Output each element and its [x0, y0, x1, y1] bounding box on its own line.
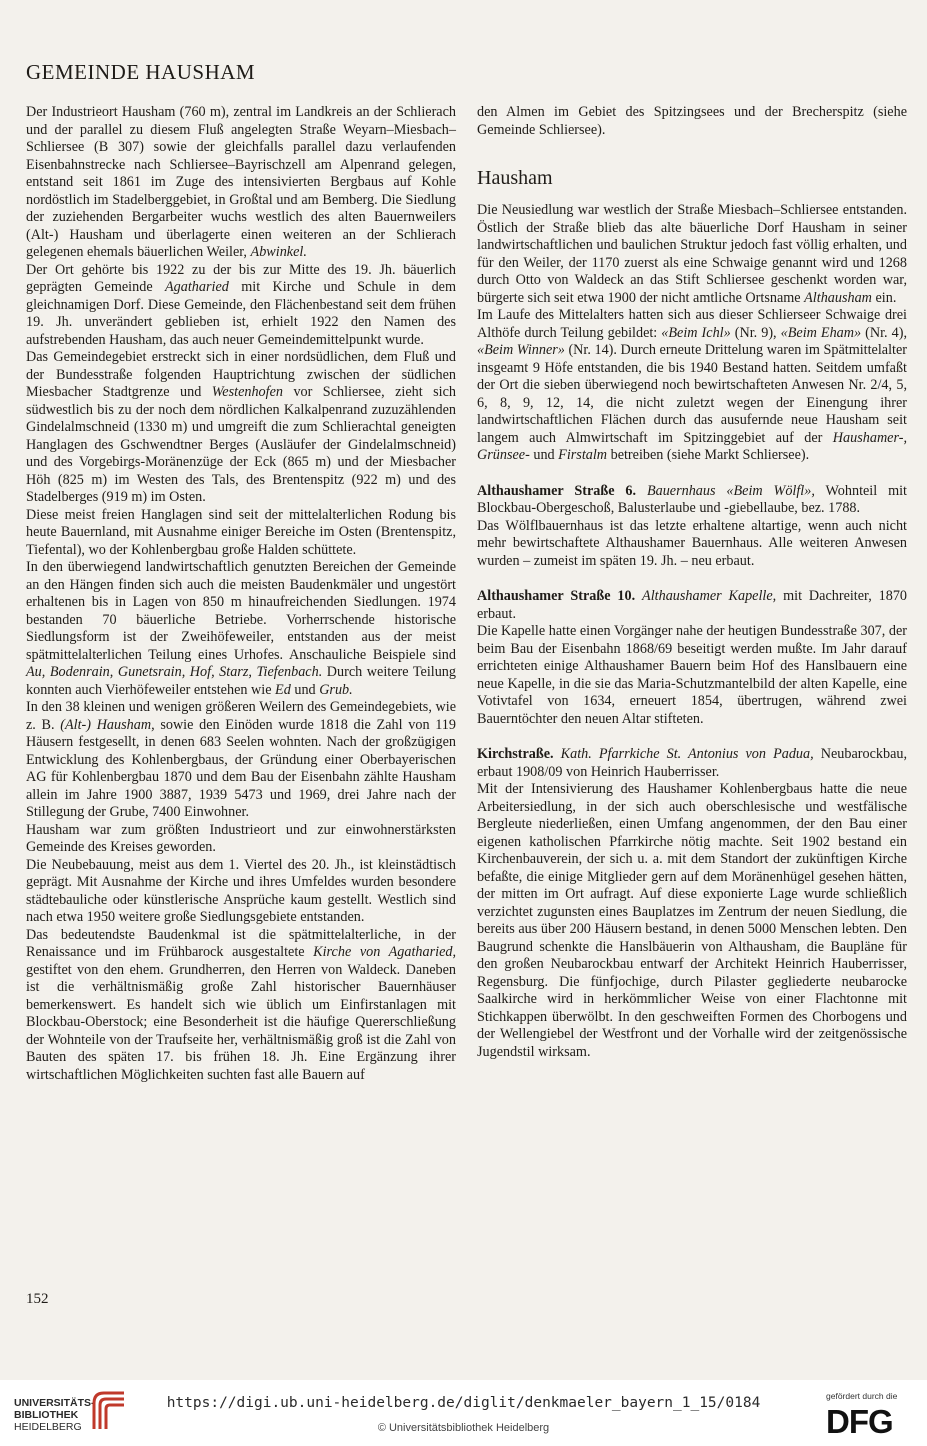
- body-text: (Nr. 9),: [730, 324, 781, 341]
- paragraph: [26, 349, 456, 507]
- paragraph: [477, 588, 907, 623]
- italic-text: Kath. Pfarrkiche St. Antonius von Padua,: [560, 746, 814, 762]
- left-column: [26, 104, 456, 1084]
- italic-text: Firstalm: [558, 447, 608, 463]
- section-text: [477, 202, 907, 465]
- body-text: Der Industrieort Hausham (760 m), zentral im Landkreis an der Schlierach und der parallel zu diesem Fluß angelegten Straße Weyarn–Miesbach–Schliersee (B 307) sowie der gleichfalls parallel dazu verlaufenden Eisenbahnstrecke nach Schliersee–Bayrischzell am Alpenrand gelegen, entstand seit 1861 im Zuge des intensivierten Bergbaus auf Kohle nordöstlich im Stadelberggebiet, in Großtal und am Bemberg. Die Siedlung der zuziehenden Bergarbeiter wuchs westlich des alten Bauernweilers (Alt-) Hausham und überlagerte einen weiteren an der Schlierach gelegenen ehemals bäuerlichen Weiler,: [26, 104, 456, 260]
- body-text: Das Wölflbauernhaus ist das letzte erhaltene altartige, wenn auch nicht mehr bewirtschaftete Althaushamer Bauernhaus. Alle weiteren Anwesen wurden – zumeist im späten 19. Jh. – neu erbaut.: [477, 517, 907, 569]
- paragraph: [26, 927, 456, 1085]
- body-text: (Nr. 14). Durch erneute Drittelung waren im Spätmittelalter insgeamt 9 Höfe entstanden, die bis 1940 Bestand hatten. Seitdem umfaßt der Ort die sieben überwiegend noch bewirtschafteten Anwesen Nr. 2/4, 5, 6, 8, 9, 12, 14, die nicht zuletzt wegen der Einengung ihrer landwirtschaftlichen Flächen durch das ausufernde neue Hausham seit langem auch Almwirtschaft im Spitzinggebiet auf der: [477, 342, 907, 446]
- paragraph: [477, 623, 907, 728]
- inventory-entry: [477, 483, 907, 571]
- paragraph: [477, 781, 907, 1061]
- right-column: [477, 104, 907, 1061]
- dfg-logo[interactable]: DFG: [826, 1403, 893, 1440]
- italic-text: Au, Bodenrain, Gunetsrain, Hof, Starz, Tiefenbach.: [26, 664, 323, 680]
- italic-text: Ed: [275, 681, 291, 698]
- body-text: vor Schliersee, zieht sich südwestlich bis zu der noch dem nördlichen Kalkalpenrand zuzuzählenden Gindelalmschneid (1330 m) und umgreift die zum Schlierachtal geneigten Hanglagen des Gschwendtner Berges (Ausläufer der Gindelalmschneid) und des Vorgebirgs-Moränenzüge der Eck (865 m) und der Miesbacher Höh (825 m) im Westen des Tals, des Brentenspitz (922 m) und des Stadelberges (919 m) im Osten.: [26, 384, 456, 505]
- italic-text: «Beim Ichl»: [661, 324, 731, 341]
- body-text: und: [290, 681, 320, 698]
- body-text: mit Kirche und Schule in dem gleichnamigen Dorf. Diese Gemeinde, den Flächenbestand seit dem frühen 19. Jh. unverändert geblieben ist, erhielt 1922 den Namen des aufstrebenden Hausham, das auch neuer Gemeindemittelpunkt wurde.: [26, 279, 456, 348]
- body-text: Neubarockbau, erbaut 1908/09 von Heinrich Hauberrisser.: [477, 746, 908, 780]
- paragraph: [26, 857, 456, 927]
- body-text: Der Ort gehörte bis 1922 zu der bis zur Mitte des 19. Jh. bäuerlich geprägten Gemeinde: [26, 261, 456, 295]
- body-text: Das Gemeindegebiet erstreckt sich in einer nordsüdlichen, dem Fluß und der Bundesstraße folgenden Hauptrichtung zwischen der südlichen Miesbacher Stadtgrenze und: [26, 349, 456, 400]
- body-text: Das bedeutendste Baudenkmal ist die spätmittelalterliche, in der Renaissance und im Frühbarock ausgestaltete: [26, 926, 456, 960]
- paragraph: [26, 104, 456, 262]
- paragraph: [26, 262, 456, 350]
- paragraph: [477, 746, 907, 781]
- paragraph: [477, 202, 907, 307]
- body-text: Die Neusiedlung war westlich der Straße Miesbach–Schliersee entstanden. Östlich der Straße blieb das alte bäuerliche Dorf Hausham in seiner landwirtschaftlichen und baulichen Struktur jedoch fast völlig erhalten, und für den Weiler, der 1170 zuerst als eine Schwaige genannt wird und 1268 durch Otto von Waldeck an das Stift Schliersee geschenkt worden war, bürgerte sich seit etwa 1900 der nicht amtliche Ortsname: [477, 202, 907, 306]
- entry-title: Althaushamer Straße 10.: [477, 588, 636, 604]
- entry-title: Kirchstraße.: [477, 746, 554, 762]
- italic-text: Westenhofen: [211, 384, 283, 400]
- body-text: mit Dachreiter, 1870 erbaut.: [477, 588, 908, 622]
- library-name-line3: HEIDELBERG: [14, 1421, 82, 1433]
- page-number: 152: [26, 1291, 49, 1307]
- body-text: sowie den Einöden wurde 1818 die Zahl von 119 Häusern festgesellt, in denen 683 Seelen wohnten. Nach der großzügigen Entwicklung des Kohlenbergbaus, der Gründung einer Oberbayerischen AG für Kohlenbergbau 1870 und dem Bau der Eisenbahn zählte Hausham allein im Jahre 1900 3887, 1939 5473 und 1969, drei Jahre nach der Stillegung der Grube, 7400 Einwohner.: [26, 716, 456, 820]
- paragraph: [26, 507, 456, 560]
- paragraph: [477, 483, 907, 518]
- body-text: betreiben (siehe Markt Schliersee).: [607, 447, 810, 463]
- body-text: Mit der Intensivierung des Haushamer Kohlenbergbaus hatte die neue Arbeitersiedlung, in der sich auch oberschlesische und westfälische Bergleute niederließen, einen Umfang angenommen, der den Bau einer eigenen katholischen Pfarrkirche nötig machte. Seit 1902 bestand ein Kirchenbauverein, der sich u. a. mit dem Standort der zukünftigen Kirche befaßte, die einige Mitglieder gern auf dem Moränenhügel gesehen hätten, der mitten im Ort aufragt. Auf diese exponierte Lage wurde schließlich verzichtet zugunsten eines Bauplatzes im Zentrum der neuen Siedlung, die bereits aus über 200 Häusern bestand, in denen 5000 Menschen lebten. Den Baugrund schenkte die Hanslbäuerin von Althausham, die Baupläne für den großen Neubarockbau entwarf der Architekt Heinrich Hauberrisser, Regensburg. Die fünfjochige, durch Pilaster gegliederte neubarocke Saalkirche wird in herkömmlicher Weise von einer Flachtonne mit Stichkappen überwölbt. In den geschweiften Formen des Chorbogens und der Wellengiebel der Westfront und der Vorhalle wird der zeitgenössische Jugendstil wirksam.: [477, 781, 907, 1060]
- italic-text: Haushamer-, Grünsee-: [477, 429, 907, 463]
- library-name-line1: UNIVERSITÄTS-: [14, 1397, 95, 1409]
- italic-text: «Beim Winner»: [477, 342, 565, 358]
- body-text: und: [529, 447, 559, 463]
- body-text: Wohnteil mit Blockbau-Obergeschoß, Balusterlaube und -giebellaube, bez. 1788.: [477, 482, 907, 516]
- body-text: Diese meist freien Hanglagen sind seit der mittelalterlichen Rodung bis heute Bauernland, mit Ausnahme einiger Bereiche im Osten (Brentenspitz, Tiefental), wo der Kohlenbergbau große Halden schüttete.: [26, 506, 456, 558]
- entry-title: Althaushamer Straße 6.: [477, 482, 637, 499]
- body-text: Die Kapelle hatte einen Vorgänger nahe der heutigen Bundesstraße 307, der beim Bau der Eisenbahn 1868/69 beseitigt werden mußte. Im Jahr darauf errichteten einige Althaushamer Bauern beim Hof des Hanslbauern eine neue Kapelle, in die sie das Maria-Schutzmantelbild der alten Kapelle, eine Votivtafel von 1634, erneuert 1854, übertrugen, während zwei Bauerntöchter den neuen Altar stifteten.: [477, 623, 907, 727]
- library-name-line2: BIBLIOTHEK: [14, 1409, 79, 1421]
- page-title: GEMEINDE HAUSHAM: [26, 60, 256, 84]
- document-url-link[interactable]: https://digi.ub.uni-heidelberg.de/diglit/denkmaeler_bayern_1_15/0184: [166, 1395, 761, 1411]
- body-text: [636, 483, 647, 499]
- paragraph: [26, 699, 456, 822]
- body-text: ein.: [871, 289, 897, 306]
- paragraph: [26, 822, 456, 857]
- italic-text: (Alt-) Hausham,: [60, 716, 155, 733]
- body-text: [635, 588, 642, 604]
- section-heading: Hausham: [477, 167, 553, 189]
- italic-text: Grub.: [319, 681, 353, 698]
- paragraph: [477, 307, 907, 465]
- body-text: In den 38 kleinen und wenigen größeren Weilern des Gemeindegebiets, wie z. B.: [26, 699, 456, 733]
- body-text: gestiftet von den ehem. Grundherren, den Herren von Waldeck. Daneben ist die verhältnismäßig große Zahl historischer Bauernhäuser bemerkenswert. Es handelt sich wie üblich um Einfirstanlagen mit Blockbau-Oberstock; eine Besonderheit ist die häufige Quererschließung der Wohnteile von der Traufseite her, verhältnismäßig groß ist die Zahl von Bauten des späten 17. bis frühen 18. Jh. Eine Ergänzung ihrer wirtschaftlichen Möglichkeiten suchten fast alle Bauern auf: [26, 961, 456, 1083]
- body-text: den Almen im Gebiet des Spitzingsees und der Brecherspitz (siehe Gemeinde Schliersee).: [477, 104, 907, 138]
- body-text: Hausham war zum größten Industrieort und zur einwohnerstärksten Gemeinde des Kreises geworden.: [26, 821, 456, 855]
- body-text: (Nr. 4),: [861, 324, 907, 341]
- body-text: In den überwiegend landwirtschaftlich genutzten Bereichen der Gemeinde an den Hängen finden sich auch die meisten Baudenkmäler und ungestört erhaltenen bis in Lagen von 850 m hinaufreichenden Siedlungen. 1974 bestanden 70 bäuerliche Betriebe. Vorherrschende historische Siedlungsform ist der Zweihöfeweiler, entstanden aus der meist spätmittelalterlichen Teilung eines Urhofes. Anschauliche Beispiele sind: [26, 559, 456, 663]
- body-text: [554, 746, 561, 762]
- right-intro: [477, 104, 907, 139]
- paragraph: [477, 518, 907, 571]
- paragraph: [477, 104, 907, 139]
- italic-text: Agatharied: [165, 279, 229, 295]
- italic-text: Bauernhaus «Beim Wölfl»,: [646, 482, 815, 499]
- entries: [477, 483, 907, 1062]
- italic-text: Althaushamer Kapelle,: [642, 588, 777, 604]
- italic-text: Abwinkel.: [250, 244, 307, 260]
- italic-text: Kirche von Agatharied,: [313, 944, 457, 960]
- funding-caption: gefördert durch die: [826, 1391, 898, 1401]
- body-text: Die Neubebauung, meist aus dem 1. Viertel des 20. Jh., ist kleinstädtisch geprägt. Mit Ausnahme der Kirche und ihres Umfeldes wurden besondere städtebauliche oder künstlerische Ansprüche kaum gestellt. Westlich sind nach etwa 1950 weitere große Siedlungsgebiete entstanden.: [26, 856, 456, 925]
- italic-text: «Beim Eham»: [780, 324, 862, 341]
- inventory-entry: [477, 746, 907, 1061]
- paragraph: [26, 559, 456, 699]
- italic-text: Althausham: [804, 289, 872, 306]
- copyright-notice: © Universitätsbibliothek Heidelberg: [377, 1422, 550, 1434]
- footer: [0, 1380, 927, 1446]
- body-text: Im Laufe des Mittelalters hatten sich aus dieser Schlierseer Schwaige drei Althöfe durch Teilung gebildet:: [477, 307, 907, 341]
- body-text: Durch weitere Teilung konnten auch Vierhöfeweiler entstehen wie: [26, 664, 456, 698]
- inventory-entry: [477, 588, 907, 728]
